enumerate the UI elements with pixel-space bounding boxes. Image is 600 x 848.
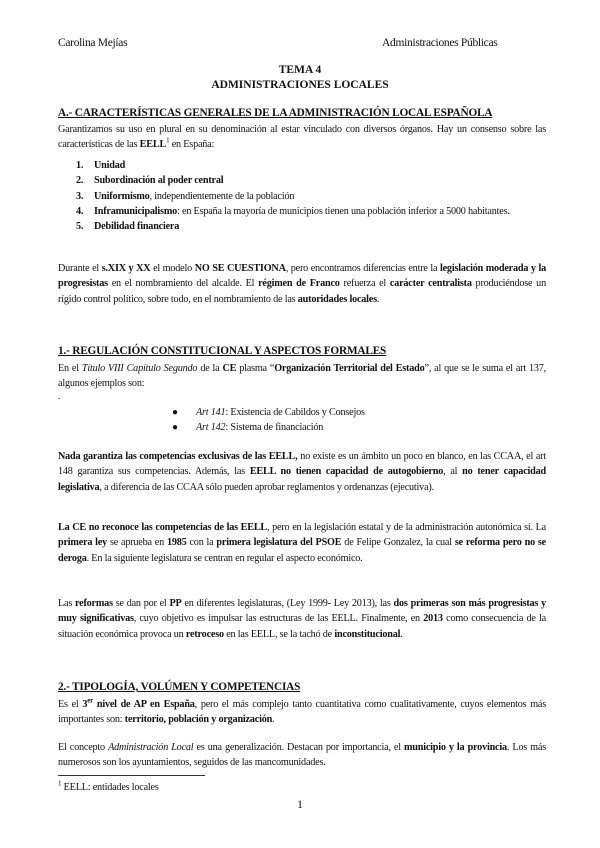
list-item: 5. Debilidad financiera — [76, 221, 180, 233]
list-item: 3. Uniformismo, independientemente de la población — [76, 190, 295, 202]
list-item: 1. Unidad — [76, 160, 126, 171]
list-item: ● Art 141: Existencia de Cabildos y Consejos — [172, 405, 472, 420]
header-author: Carolina Mejías — [58, 37, 128, 49]
bullet-icon: ● — [172, 407, 178, 418]
section-2-paragraph-1: Es el 3er nivel de AP en España, pero el más complejo tanto cuantitativa como cualitativamente, cuyos elementos más importantes son: territorio, población y organización. — [58, 696, 547, 726]
characteristics-list — [58, 158, 546, 234]
section-2-heading: 2.- TIPOLOGÍA, VOLÚMEN Y COMPETENCIAS — [58, 681, 301, 693]
page-number: 1 — [297, 797, 303, 811]
articles-list — [172, 405, 472, 436]
footnote-divider — [58, 775, 205, 776]
list-item: ● Art 142: Sistema de financiación — [172, 420, 472, 435]
footnote: $^1$ EELL: entidades locales — [58, 779, 159, 793]
section-1-heading: 1.- REGULACIÓN CONSTITUCIONAL Y ASPECTOS FORMALES — [58, 345, 387, 357]
list-item: 2. Subordinación al poder central — [76, 175, 224, 187]
section-a-heading: A.- CARACTERÍSTICAS GENERALES DE LA ADMINISTRACIÓN LOCAL ESPAÑOLA — [58, 107, 493, 119]
section-2-paragraph-2: El concepto Administración Local es una generalización. Destacan por importancia, el municipio y la provincia. Los más numerosos son los ayuntamientos, seguidos de las mancomunidades. — [58, 742, 546, 769]
section-1-intro: En el Título VIII Capítulo Segundo de la CE plasma “Organización Territorial del Estado”, al que se le suma el art 137, algunos ejemplos son: — [58, 363, 547, 390]
section-a-intro: Garantizamos su uso en plural en su denominación al estar vinculado con diversos órganos. Hay un consenso sobre las características de las EELL$^1$ en España: — [58, 124, 546, 151]
topic-title: ADMINISTRACIONES LOCALES — [211, 79, 389, 91]
header-subject: Administraciones Públicas — [382, 37, 498, 49]
section-a-paragraph: Durante el s.XIX y XX el modelo NO SE CUESTIONA, pero encontramos diferencias entre la legislación moderada y la progresistas en el nombramiento del alcalde. El régimen de Franco refuerza el carácter centralista produciéndose un rígido control político, sobre todo, en el nombramiento de las autoridades locales. — [58, 263, 546, 305]
bullet-icon: ● — [172, 422, 178, 434]
section-1-paragraph-2: Nada garantiza las competencias exclusivas de las EELL, no existe es un ámbito un poco en blanco, en las CCAA, el art 148 garantiza sus competencias. Además, las EELL no tienen capacidad de autogobierno, al no tener capacidad legislativa, a diferencia de las CCAA sólo pueden aprobar reglamentos y ordenanzas (ejecutiva). — [58, 451, 546, 493]
section-1-paragraph-4: Las reformas se dan por el PP en diferentes legislaturas, (Ley 1999- Ley 2013), las dos primeras son más progresistas y muy significativas, cuyo objetivo es impulsar las estructuras de las EELL. Finalmente, en 2013 como consecuencia de la situación económica provoca un retroceso en las EELL, se la tachó de inconstitucional. — [58, 598, 546, 640]
list-item: 4. Inframunicipalismo: en España la mayoría de municipios tienen una población inferior a 5000 habitantes. — [76, 205, 510, 217]
topic-number: TEMA 4 — [278, 64, 322, 76]
stray-dot: . — [58, 391, 61, 401]
section-1-paragraph-3: La CE no reconoce las competencias de las EELL, pero en la legislación estatal y de la administración autonómica sí. La primera ley se aprueba en 1985 con la primera legislatura del PSOE de Felipe Gonzalez, la cual se reforma pero no se deroga. En la siguiente legislatura se centran en regular el aspecto económico. — [58, 522, 546, 564]
